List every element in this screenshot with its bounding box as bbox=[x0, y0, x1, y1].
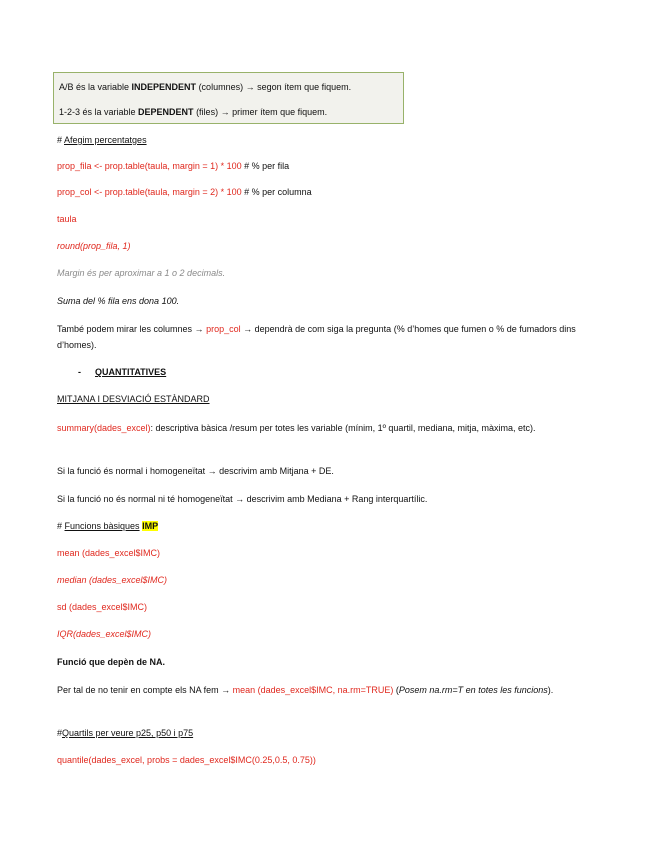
code-sd: sd (dades_excel$IMC) bbox=[57, 602, 148, 612]
columns-paragraph: També podem mirar les columnes → prop_col → dependrà de com siga la pregunta (% d’homes que fumen o % de fumadors dins d’homes). bbox=[57, 324, 576, 350]
summary-paragraph: summary(dades_excel): descriptiva bàsica /resum per totes les variable (mínim, 1º quartil, mediana, mitja, màxima, etc). bbox=[57, 423, 536, 433]
quartils-heading: #Quartils per veure p25, p50 i p75 bbox=[57, 728, 194, 738]
info-box-line-dependent: 1-2-3 és la variable DEPENDENT (files) → primer ítem que fiquem. bbox=[59, 107, 328, 117]
na-heading: Funció que depèn de NA. bbox=[57, 657, 166, 667]
imp-highlight: IMP bbox=[142, 521, 159, 531]
code-round: round(prop_fila, 1) bbox=[57, 241, 131, 251]
normal-line: Si la funció és normal i homogeneïtat → descrivim amb Mitjana + DE. bbox=[57, 466, 334, 476]
mitjana-heading: MITJANA I DESVIACIÓ ESTÀNDARD bbox=[57, 394, 210, 404]
note-margin: Margin és per aproximar a 1 o 2 decimals. bbox=[57, 268, 226, 278]
code-prop-fila: prop_fila <- prop.table(taula, margin = 1) * 100 # % per fila bbox=[57, 161, 290, 171]
code-taula: taula bbox=[57, 214, 77, 224]
non-normal-line: Si la funció no és normal ni té homogeneïtat → descrivim amb Mediana + Rang interquartílic. bbox=[57, 494, 428, 504]
code-iqr: IQR(dades_excel$IMC) bbox=[57, 629, 152, 639]
code-prop-col: prop_col <- prop.table(taula, margin = 2) * 100 # % per columna bbox=[57, 187, 312, 197]
code-quantile: quantile(dades_excel, probs = dades_excel$IMC(0.25,0.5, 0.75)) bbox=[57, 755, 316, 765]
funcions-heading: # Funcions bàsiques IMP bbox=[57, 521, 159, 531]
code-mean: mean (dades_excel$IMC) bbox=[57, 548, 161, 558]
code-median: median (dades_excel$IMC) bbox=[57, 575, 168, 585]
info-box-line-independent: A/B és la variable INDEPENDENT (columnes) → segon ítem que fiquem. bbox=[59, 82, 352, 92]
na-paragraph: Per tal de no tenir en compte els NA fem → mean (dades_excel$IMC, na.rm=TRUE) (Posem na.rm=T en totes les funcions). bbox=[57, 685, 554, 695]
info-box bbox=[53, 72, 404, 124]
quantitatives-heading: - QUANTITATIVES bbox=[78, 367, 167, 377]
percentages-heading: # Afegim percentatges bbox=[57, 135, 147, 145]
note-sum: Suma del % fila ens dona 100. bbox=[57, 296, 180, 306]
